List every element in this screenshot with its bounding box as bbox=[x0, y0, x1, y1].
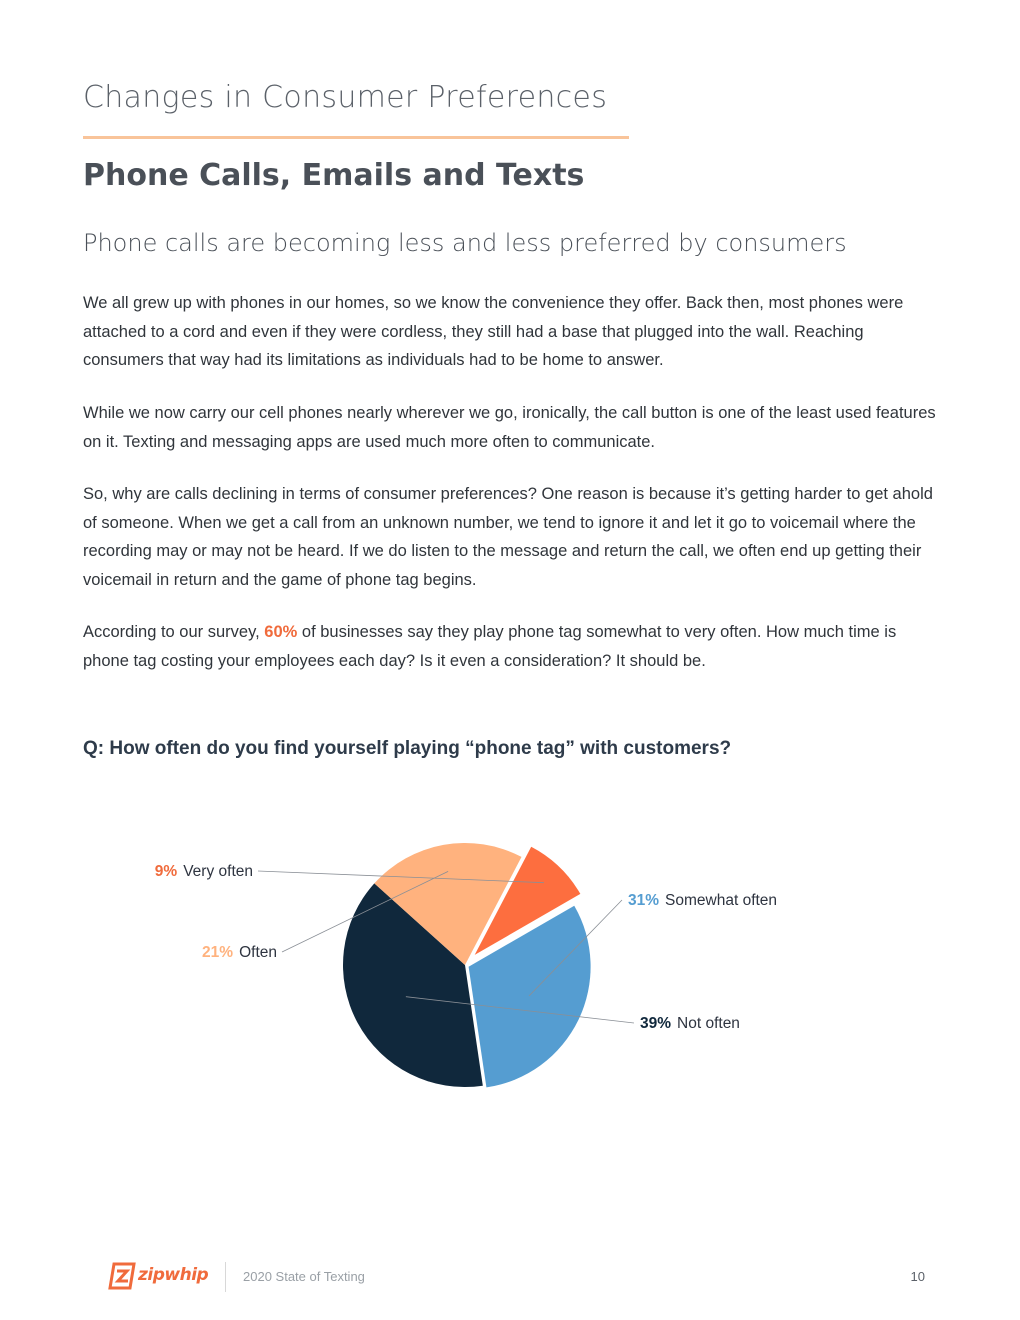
paragraph-2: While we now carry our cell phones nearly wherever we go, ironically, the call button is one of the least used features on it. Texting and messaging apps are used much more often to communicate. bbox=[83, 404, 936, 451]
paragraph-1: We all grew up with phones in our homes, so we know the convenience they offer. Back then, most phones were attached to a cord and even if they were cordless, they still had a base that plugged into the wall. Reaching consumers that way had its limitations as individuals had to be home to answer. bbox=[83, 294, 904, 369]
data-label-category: Somewhat often bbox=[665, 892, 778, 909]
data-label-somewhat-often bbox=[628, 892, 777, 909]
page-number: 10 bbox=[910, 1269, 925, 1284]
paragraph-3: So, why are calls declining in terms of consumer preferences? One reason is because it’s getting harder to get ahold of someone. When we get a call from an unknown number, we tend to ignore it and let it go to voicemail where the recording may or may not be heard. If we do listen to the message and return the call, we often end up getting their voicemail in return and the game of phone tag begins. bbox=[83, 485, 933, 589]
survey-question: Q: How often do you find yourself playing “phone tag” with customers? bbox=[83, 738, 732, 759]
zipwhip-logo bbox=[108, 1262, 209, 1295]
data-label-percent: 39% bbox=[640, 1015, 672, 1032]
footer-divider bbox=[225, 1262, 226, 1292]
data-label-category: Often bbox=[239, 944, 277, 961]
paragraph-4-lead: According to our survey, bbox=[83, 623, 265, 641]
paragraph-4-tail: of businesses say they play phone tag somewhat to very often. How much time is phone tag costing your employees each day? Is it even a consideration? It should be. bbox=[83, 623, 897, 670]
data-label-often bbox=[202, 944, 277, 961]
title-underline bbox=[83, 136, 629, 139]
data-label-percent: 31% bbox=[628, 892, 660, 909]
brand-name: zipwhip bbox=[138, 1265, 209, 1285]
data-label-percent: 21% bbox=[202, 944, 234, 961]
zipwhip-logo-icon bbox=[108, 1262, 136, 1290]
footer-document-title: 2020 State of Texting bbox=[243, 1269, 365, 1284]
paragraph-4 bbox=[83, 618, 943, 675]
data-label-very-often bbox=[155, 863, 253, 880]
section-title: Changes in Consumer Preferences bbox=[83, 80, 608, 115]
data-label-not-often bbox=[640, 1015, 740, 1032]
data-label-category: Not often bbox=[677, 1015, 740, 1032]
data-label-percent: 9% bbox=[154, 863, 178, 880]
pie-chart bbox=[0, 800, 1020, 1100]
subheading: Phone calls are becoming less and less preferred by consumers bbox=[83, 229, 847, 257]
survey-stat-highlight: 60% bbox=[264, 623, 298, 641]
data-label-category: Very often bbox=[183, 863, 253, 880]
page-heading: Phone Calls, Emails and Texts bbox=[83, 158, 585, 193]
